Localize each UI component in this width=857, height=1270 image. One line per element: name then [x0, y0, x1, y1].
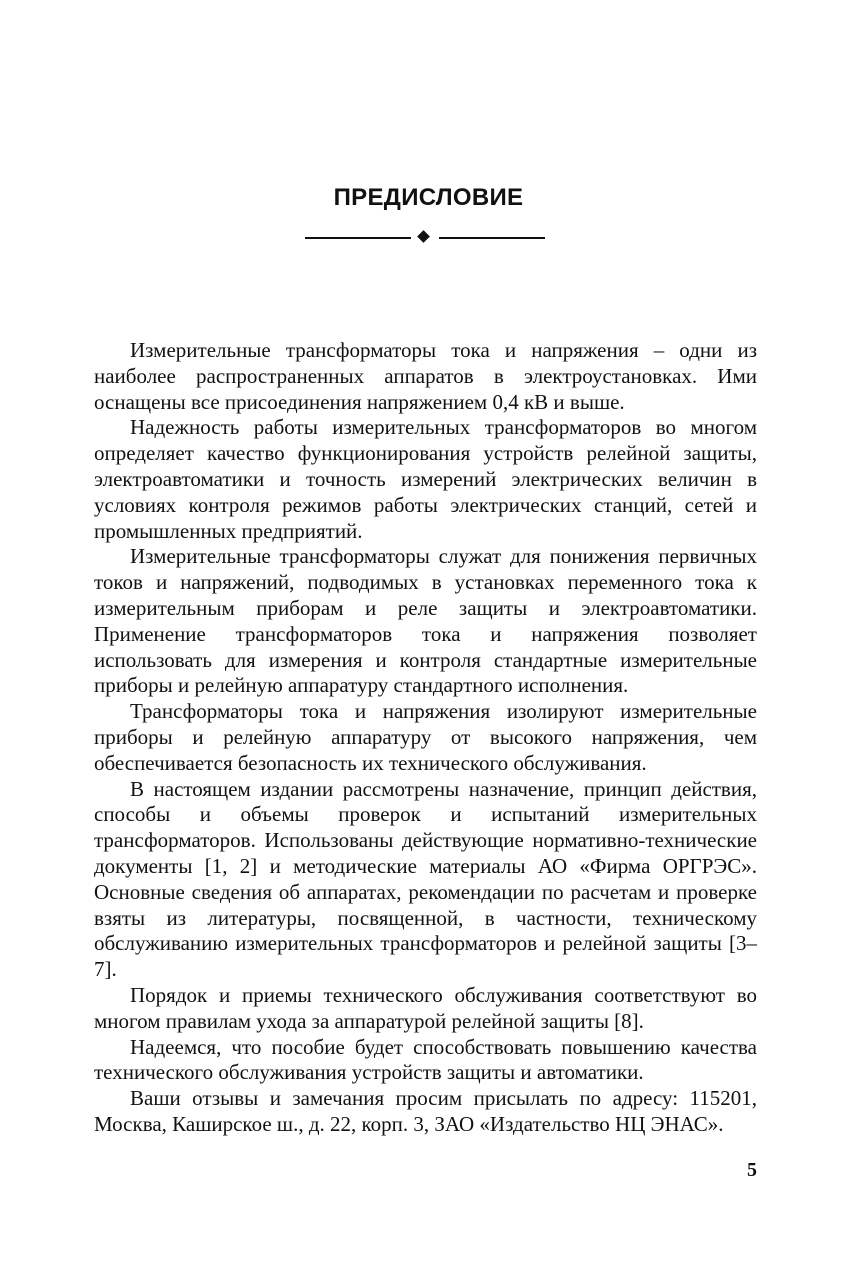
- diamond-divider-icon: [417, 230, 430, 243]
- paragraph: В настоящем издании рассмотрены назначение, принцип действия, способы и объемы проверок и испытаний измерительных трансформаторов. Использованы действующие нормативно-технические документы [1, 2] и методические материалы АО «Фирма ОРГРЭС». Основные сведения об аппаратах, рекомендации по расчетам и проверке взяты из литературы, посвященной, в частности, техническому обслуживанию измерительных трансформаторов и релейной защиты [3–7].: [94, 776, 757, 982]
- paragraph: Трансформаторы тока и напряжения изолируют измерительные приборы и релейную аппаратуру от высокого напряжения, чем обеспечивается безопасность их технического обслуживания.: [94, 699, 757, 775]
- paragraph: Измерительные трансформаторы тока и напряжения – одни из наиболее распространенных аппаратов в электроустановках. Ими оснащены все присоединения напряжением 0,4 кВ и выше.: [94, 338, 757, 414]
- paragraph: Ваши отзывы и замечания просим присылать по адресу: 115201, Москва, Каширское ш., д. 22, корп. 3, ЗАО «Издательство НЦ ЭНАС».: [94, 1086, 757, 1136]
- paragraph: Надежность работы измерительных трансформаторов во многом определяет качество функционирования устройств релейной защиты, электроавтоматики и точность измерений электрических величин в условиях контроля режимов работы электрических станций, сетей и промышленных предприятий.: [94, 415, 757, 543]
- ornament-line-right: [439, 237, 545, 239]
- page-title: ПРЕДИСЛОВИЕ: [333, 184, 524, 211]
- page-number: 5: [747, 1159, 757, 1181]
- ornament-line-left: [305, 237, 411, 239]
- paragraph: Надеемся, что пособие будет способствовать повышению качества технического обслуживания устройств защиты и автоматики.: [94, 1034, 757, 1085]
- paragraph: Измерительные трансформаторы служат для понижения первичных токов и напряжений, подводимых в установках переменного тока к измерительным приборам и реле защиты и электроавтоматики. Применение трансформаторов тока и напряжения позволяет использовать для измерения и контроля стандартные измерительные приборы и релейную аппаратуру стандартного исполнения.: [94, 544, 757, 698]
- paragraph: Порядок и приемы технического обслуживания соответствуют во многом правилам ухода за аппаратурой релейной защиты [8].: [94, 982, 757, 1033]
- preface-body: [94, 338, 757, 1138]
- title-ornament: [305, 229, 545, 245]
